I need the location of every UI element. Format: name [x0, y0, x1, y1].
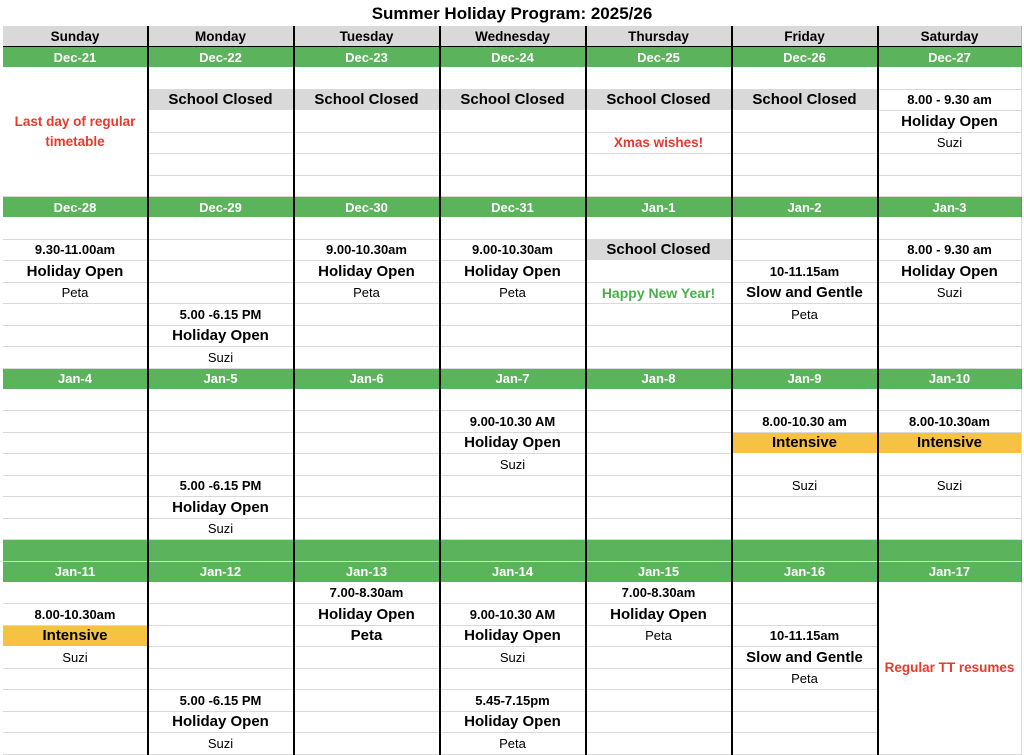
- date-cell: Jan-4: [3, 369, 148, 390]
- empty-cell: [148, 218, 294, 240]
- empty-cell: [3, 669, 148, 691]
- empty-cell: [3, 326, 148, 348]
- empty-cell: [3, 712, 148, 734]
- empty-cell: [3, 454, 148, 476]
- empty-cell: [148, 626, 294, 648]
- date-cell: Jan-12: [148, 562, 294, 583]
- date-cell: Jan-17: [878, 562, 1022, 583]
- time-slot: 8.00-10.30am: [878, 411, 1022, 433]
- empty-cell: [732, 712, 878, 734]
- empty-cell: [586, 712, 732, 734]
- time-slot: 9.00-10.30 AM: [440, 604, 586, 626]
- page-title: Summer Holiday Program: 2025/26: [371, 4, 653, 23]
- instructor-name: Peta: [440, 733, 586, 755]
- empty-cell: [878, 454, 1022, 476]
- empty-cell: [878, 347, 1022, 369]
- date-cell: Dec-25: [586, 47, 732, 68]
- empty-cell: [586, 326, 732, 348]
- empty-cell: [294, 647, 440, 669]
- week-separator-bar: [878, 540, 1022, 562]
- day-header-friday: Friday: [732, 26, 878, 47]
- empty-cell: [440, 304, 586, 326]
- instructor-name: Suzi: [440, 454, 586, 476]
- empty-cell: [294, 690, 440, 712]
- intensive-label: Intensive: [3, 626, 148, 648]
- day-header-monday: Monday: [148, 26, 294, 47]
- week-separator-bar: [148, 540, 294, 562]
- empty-cell: [440, 68, 586, 90]
- empty-cell: [586, 433, 732, 455]
- date-cell: Jan-9: [732, 369, 878, 390]
- instructor-name: Peta: [294, 283, 440, 305]
- class-name: Holiday Open: [878, 111, 1022, 133]
- empty-cell: [294, 218, 440, 240]
- school-closed-label: School Closed: [586, 240, 732, 262]
- empty-cell: [148, 669, 294, 691]
- column-divider: [439, 26, 441, 755]
- empty-cell: [440, 111, 586, 133]
- empty-cell: [148, 433, 294, 455]
- empty-cell: [3, 519, 148, 541]
- date-cell: Dec-30: [294, 197, 440, 218]
- note-label: Regular TT resumes: [878, 583, 1022, 755]
- empty-cell: [586, 454, 732, 476]
- empty-cell: [3, 218, 148, 240]
- empty-cell: [878, 218, 1022, 240]
- empty-cell: [294, 411, 440, 433]
- time-slot: 8.00 - 9.30 am: [878, 240, 1022, 262]
- school-closed-label: School Closed: [732, 90, 878, 112]
- instructor-name: Peta: [440, 283, 586, 305]
- class-name: Holiday Open: [440, 433, 586, 455]
- time-slot: 9.30-11.00am: [3, 240, 148, 262]
- empty-cell: [732, 326, 878, 348]
- instructor-name: Suzi: [878, 476, 1022, 498]
- instructor-name: Suzi: [148, 519, 294, 541]
- empty-cell: [732, 68, 878, 90]
- empty-cell: [440, 476, 586, 498]
- empty-cell: [440, 669, 586, 691]
- week-separator-bar: [3, 540, 148, 562]
- time-slot: 10-11.15am: [732, 261, 878, 283]
- empty-cell: [294, 390, 440, 412]
- date-cell: Dec-21: [3, 47, 148, 68]
- empty-cell: [878, 390, 1022, 412]
- empty-cell: [3, 347, 148, 369]
- column-divider: [731, 26, 733, 755]
- instructor-name: Peta: [732, 304, 878, 326]
- empty-cell: [294, 497, 440, 519]
- empty-cell: [586, 176, 732, 198]
- instructor-name: Peta: [294, 626, 440, 648]
- empty-cell: [440, 133, 586, 155]
- class-name: Slow and Gentle: [732, 647, 878, 669]
- class-name: Holiday Open: [440, 712, 586, 734]
- empty-cell: [294, 454, 440, 476]
- empty-cell: [586, 68, 732, 90]
- date-cell: Dec-29: [148, 197, 294, 218]
- intensive-label: Intensive: [732, 433, 878, 455]
- empty-cell: [294, 712, 440, 734]
- time-slot: 7.00-8.30am: [586, 583, 732, 605]
- empty-cell: [586, 261, 732, 283]
- date-cell: Jan-15: [586, 562, 732, 583]
- time-slot: 7.00-8.30am: [294, 583, 440, 605]
- empty-cell: [732, 176, 878, 198]
- date-cell: Jan-7: [440, 369, 586, 390]
- empty-cell: [440, 583, 586, 605]
- empty-cell: [732, 390, 878, 412]
- empty-cell: [148, 604, 294, 626]
- date-cell: Jan-6: [294, 369, 440, 390]
- date-cell: Jan-8: [586, 369, 732, 390]
- empty-cell: [440, 497, 586, 519]
- empty-cell: [440, 326, 586, 348]
- column-divider: [293, 26, 295, 755]
- instructor-name: Suzi: [440, 647, 586, 669]
- date-cell: Jan-1: [586, 197, 732, 218]
- column-divider: [585, 26, 587, 755]
- school-closed-label: School Closed: [294, 90, 440, 112]
- empty-cell: [148, 261, 294, 283]
- empty-cell: [148, 68, 294, 90]
- date-cell: Jan-16: [732, 562, 878, 583]
- empty-cell: [440, 390, 586, 412]
- date-cell: Jan-5: [148, 369, 294, 390]
- date-cell: Dec-23: [294, 47, 440, 68]
- school-closed-label: School Closed: [148, 90, 294, 112]
- empty-cell: [732, 454, 878, 476]
- week-separator-bar: [294, 540, 440, 562]
- day-header-wednesday: Wednesday: [440, 26, 586, 47]
- instructor-name: Suzi: [878, 283, 1022, 305]
- class-name: Slow and Gentle: [732, 283, 878, 305]
- empty-cell: [294, 326, 440, 348]
- schedule-grid: [3, 26, 1022, 755]
- empty-cell: [148, 411, 294, 433]
- empty-cell: [3, 497, 148, 519]
- date-cell: Dec-31: [440, 197, 586, 218]
- date-cell: Dec-26: [732, 47, 878, 68]
- empty-cell: [440, 347, 586, 369]
- empty-cell: [586, 304, 732, 326]
- time-slot: 5.00 -6.15 PM: [148, 476, 294, 498]
- empty-cell: [586, 347, 732, 369]
- empty-cell: [3, 690, 148, 712]
- instructor-name: Suzi: [148, 347, 294, 369]
- empty-cell: [586, 733, 732, 755]
- empty-cell: [440, 176, 586, 198]
- empty-cell: [148, 240, 294, 262]
- empty-cell: [586, 218, 732, 240]
- date-cell: Jan-2: [732, 197, 878, 218]
- class-name: Holiday Open: [3, 261, 148, 283]
- date-cell: Dec-28: [3, 197, 148, 218]
- empty-cell: [294, 154, 440, 176]
- empty-cell: [732, 347, 878, 369]
- instructor-name: Suzi: [148, 733, 294, 755]
- class-name: Holiday Open: [148, 326, 294, 348]
- class-name: Holiday Open: [148, 712, 294, 734]
- time-slot: 8.00-10.30 am: [732, 411, 878, 433]
- instructor-name: Suzi: [732, 476, 878, 498]
- instructor-name: Peta: [732, 669, 878, 691]
- empty-cell: [586, 497, 732, 519]
- empty-cell: [586, 519, 732, 541]
- time-slot: 9.00-10.30am: [294, 240, 440, 262]
- empty-cell: [440, 519, 586, 541]
- class-name: Holiday Open: [148, 497, 294, 519]
- date-cell: Jan-14: [440, 562, 586, 583]
- empty-cell: [148, 454, 294, 476]
- note-label: Xmas wishes!: [586, 133, 732, 155]
- empty-cell: [148, 283, 294, 305]
- empty-cell: [3, 390, 148, 412]
- empty-cell: [586, 690, 732, 712]
- date-cell: Dec-24: [440, 47, 586, 68]
- empty-cell: [148, 154, 294, 176]
- time-slot: 5.00 -6.15 PM: [148, 304, 294, 326]
- school-closed-label: School Closed: [440, 90, 586, 112]
- instructor-name: Suzi: [3, 647, 148, 669]
- time-slot: 8.00-10.30am: [3, 604, 148, 626]
- empty-cell: [586, 647, 732, 669]
- empty-cell: [3, 733, 148, 755]
- class-name: Holiday Open: [586, 604, 732, 626]
- empty-cell: [294, 433, 440, 455]
- empty-cell: [586, 154, 732, 176]
- empty-cell: [732, 133, 878, 155]
- empty-cell: [3, 476, 148, 498]
- note-label: Happy New Year!: [586, 283, 732, 305]
- empty-cell: [148, 390, 294, 412]
- class-name: Holiday Open: [294, 261, 440, 283]
- empty-cell: [294, 519, 440, 541]
- time-slot: 8.00 - 9.30 am: [878, 90, 1022, 112]
- intensive-label: Intensive: [878, 433, 1022, 455]
- empty-cell: [732, 519, 878, 541]
- date-cell: Dec-27: [878, 47, 1022, 68]
- empty-cell: [148, 583, 294, 605]
- empty-cell: [586, 476, 732, 498]
- time-slot: 5.45-7.15pm: [440, 690, 586, 712]
- empty-cell: [3, 411, 148, 433]
- empty-cell: [3, 304, 148, 326]
- empty-cell: [148, 176, 294, 198]
- note-label: Last day of regular timetable: [3, 68, 148, 197]
- empty-cell: [732, 240, 878, 262]
- class-name: Holiday Open: [440, 261, 586, 283]
- class-name: Holiday Open: [440, 626, 586, 648]
- instructor-name: Peta: [3, 283, 148, 305]
- empty-cell: [3, 433, 148, 455]
- instructor-name: Suzi: [878, 133, 1022, 155]
- empty-cell: [294, 68, 440, 90]
- empty-cell: [294, 347, 440, 369]
- empty-cell: [148, 133, 294, 155]
- empty-cell: [440, 154, 586, 176]
- empty-cell: [732, 733, 878, 755]
- empty-cell: [586, 111, 732, 133]
- empty-cell: [148, 647, 294, 669]
- week-separator-bar: [732, 540, 878, 562]
- empty-cell: [878, 304, 1022, 326]
- empty-cell: [732, 583, 878, 605]
- time-slot: 9.00-10.30am: [440, 240, 586, 262]
- time-slot: 10-11.15am: [732, 626, 878, 648]
- empty-cell: [586, 669, 732, 691]
- empty-cell: [294, 304, 440, 326]
- date-cell: Jan-11: [3, 562, 148, 583]
- empty-cell: [440, 218, 586, 240]
- empty-cell: [878, 519, 1022, 541]
- day-header-tuesday: Tuesday: [294, 26, 440, 47]
- day-header-sunday: Sunday: [3, 26, 148, 47]
- empty-cell: [878, 497, 1022, 519]
- empty-cell: [294, 733, 440, 755]
- date-cell: Dec-22: [148, 47, 294, 68]
- empty-cell: [732, 218, 878, 240]
- day-header-saturday: Saturday: [878, 26, 1022, 47]
- empty-cell: [878, 176, 1022, 198]
- class-name: Holiday Open: [878, 261, 1022, 283]
- empty-cell: [878, 326, 1022, 348]
- date-cell: Jan-13: [294, 562, 440, 583]
- empty-cell: [732, 604, 878, 626]
- column-divider: [877, 26, 879, 755]
- school-closed-label: School Closed: [586, 90, 732, 112]
- empty-cell: [294, 176, 440, 198]
- empty-cell: [294, 111, 440, 133]
- empty-cell: [732, 497, 878, 519]
- empty-cell: [294, 669, 440, 691]
- empty-cell: [3, 583, 148, 605]
- column-divider: [147, 26, 149, 755]
- time-slot: 5.00 -6.15 PM: [148, 690, 294, 712]
- empty-cell: [148, 111, 294, 133]
- time-slot: 9.00-10.30 AM: [440, 411, 586, 433]
- empty-cell: [586, 411, 732, 433]
- class-name: Holiday Open: [294, 604, 440, 626]
- empty-cell: [878, 154, 1022, 176]
- empty-cell: [294, 476, 440, 498]
- empty-cell: [732, 690, 878, 712]
- instructor-name: Peta: [586, 626, 732, 648]
- date-cell: Jan-10: [878, 369, 1022, 390]
- empty-cell: [294, 133, 440, 155]
- empty-cell: [586, 390, 732, 412]
- empty-cell: [878, 68, 1022, 90]
- week-separator-bar: [440, 540, 586, 562]
- date-cell: Jan-3: [878, 197, 1022, 218]
- empty-cell: [732, 154, 878, 176]
- week-separator-bar: [586, 540, 732, 562]
- day-header-thursday: Thursday: [586, 26, 732, 47]
- empty-cell: [732, 111, 878, 133]
